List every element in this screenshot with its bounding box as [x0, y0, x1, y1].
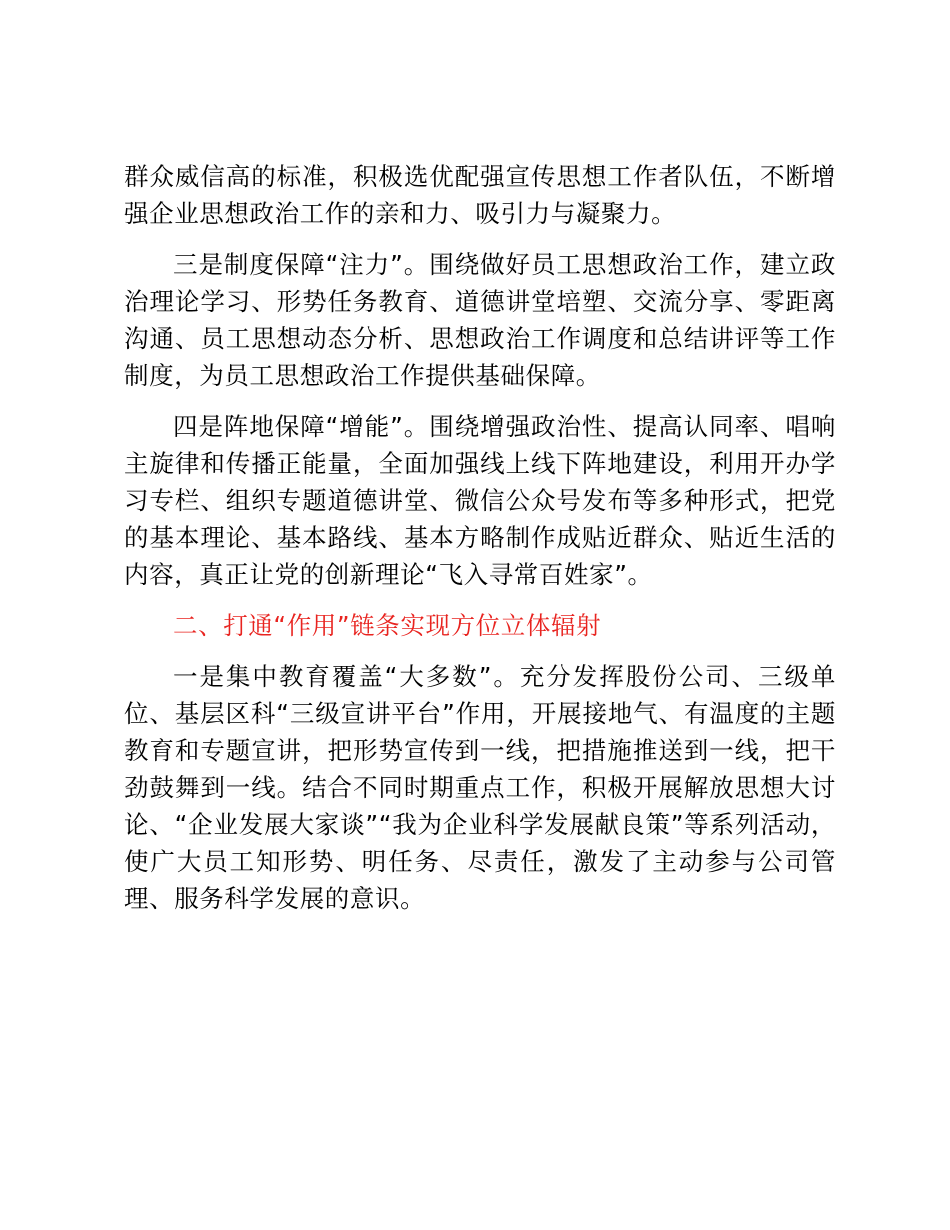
document-body — [124, 158, 836, 931]
paragraph-position-guarantee: 四是阵地保障“增能”。围绕增强政治性、提高认同率、唱响主旋律和传播正能量，全面加强线上线下阵地建设，利用开办学习专栏、组织专题道德讲堂、微信公众号发布等多种形式，把党的基本理论、基本路线、基本方略制作成贴近群众、贴近生活的内容，真正让党的创新理论“飞入寻常百姓家”。 — [124, 412, 836, 589]
paragraph-system-guarantee: 三是制度保障“注力”。围绕做好员工思想政治工作，建立政治理论学习、形势任务教育、道德讲堂培塑、交流分享、零距离沟通、员工思想动态分析、思想政治工作调度和总结讲评等工作制度，为员工思想政治工作提供基础保障。 — [124, 250, 836, 390]
section-heading: 二、打通“作用”链条实现方位立体辐射 — [173, 611, 602, 640]
paragraph-continuation: 群众威信高的标准，积极选优配强宣传思想工作者队伍，不断增强企业思想政治工作的亲和力、吸引力与凝聚力。 — [124, 162, 836, 228]
paragraph-centralized-education: 一是集中教育覆盖“大多数”。充分发挥股份公司、三级单位、基层区科“三级宣讲平台”作用，开展接地气、有温度的主题教育和专题宣讲，把形势宣传到一线，把措施推送到一线，把干劲鼓舞到一线。结合不同时期重点工作，积极开展解放思想大讨论、“企业发展大家谈”“我为企业科学发展献良策”等系列活动，使广大员工知形势、明任务、尽责任，激发了主动参与公司管理、服务科学发展的意识。 — [124, 662, 836, 913]
